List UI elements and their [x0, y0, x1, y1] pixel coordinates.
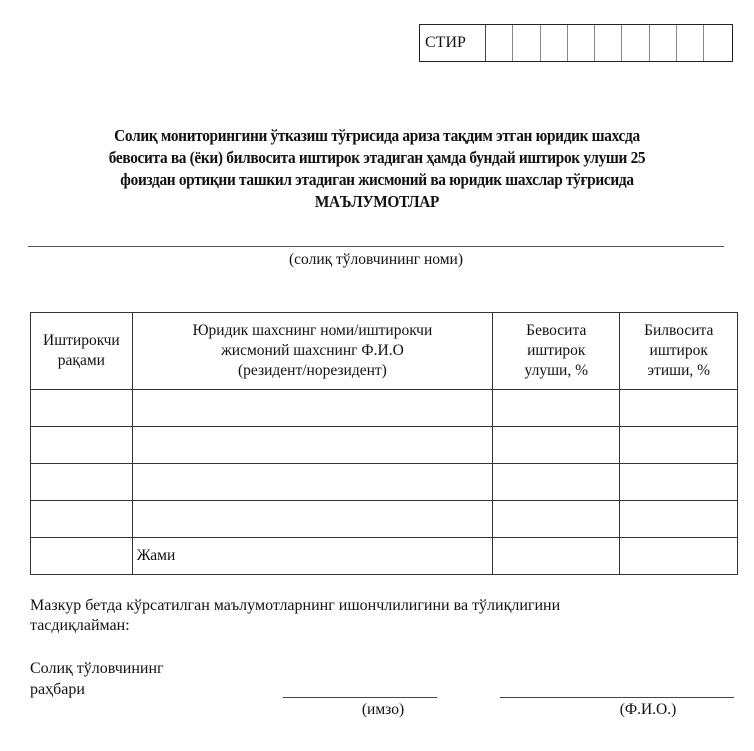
stir-digit-cell[interactable] — [595, 25, 622, 61]
stir-digit-cell[interactable] — [541, 25, 568, 61]
stir-field — [419, 24, 733, 62]
cell-entity-name[interactable] — [132, 390, 492, 427]
table-row — [31, 501, 738, 538]
cell-direct-share[interactable] — [493, 501, 620, 538]
stir-digit-cell[interactable] — [513, 25, 540, 61]
signer-label — [30, 658, 164, 700]
title-line: Солиқ мониторингини ўтказиш тўғрисида ариза тақдим этган юридик шахсда — [114, 126, 640, 145]
stir-digit-cell[interactable] — [622, 25, 649, 61]
taxpayer-name-field[interactable] — [28, 246, 724, 247]
cell-indirect-share[interactable] — [620, 427, 738, 464]
header-participant-number — [31, 313, 133, 390]
cell-participant-number[interactable] — [31, 501, 133, 538]
signature-caption: (имзо) — [361, 701, 405, 718]
cell-participant-number[interactable] — [31, 390, 133, 427]
document-title — [54, 125, 699, 213]
total-cell-participant-number — [31, 538, 133, 575]
stir-digit-cell[interactable] — [704, 25, 731, 61]
header-indirect-share — [620, 313, 738, 390]
cell-direct-share[interactable] — [493, 390, 620, 427]
header-text: Билвосита — [644, 322, 714, 339]
cell-entity-name[interactable] — [132, 501, 492, 538]
header-text: этиши, % — [647, 362, 711, 379]
taxpayer-name-caption: (солиқ тўловчининг номи) — [289, 251, 463, 268]
cell-participant-number[interactable] — [31, 427, 133, 464]
table-header-row — [31, 313, 738, 390]
header-text: Бевосита — [526, 322, 587, 339]
fio-caption: (Ф.И.О.) — [619, 701, 677, 718]
cell-entity-name[interactable] — [132, 464, 492, 501]
table-row — [31, 464, 738, 501]
cell-participant-number[interactable] — [31, 464, 133, 501]
title-heading: МАЪЛУМОТЛАР — [314, 192, 440, 211]
cell-direct-share[interactable] — [493, 464, 620, 501]
total-direct-share[interactable] — [493, 538, 620, 575]
total-label: Жами — [132, 538, 492, 575]
header-entity-name — [132, 313, 492, 390]
header-text: иштирок — [649, 342, 708, 359]
stir-digit-cell[interactable] — [568, 25, 595, 61]
confirmation-line: тасдиқлайман: — [30, 617, 130, 634]
title-line: бевосита ва (ёки) билвосита иштирок этадиган ҳамда бундай иштирок улуши 25 — [108, 148, 646, 167]
cell-entity-name[interactable] — [132, 427, 492, 464]
table-row — [31, 427, 738, 464]
stir-label: СТИР — [420, 25, 486, 61]
total-indirect-share[interactable] — [620, 538, 738, 575]
cell-direct-share[interactable] — [493, 427, 620, 464]
confirmation-statement — [30, 596, 690, 636]
participants-table — [30, 312, 738, 575]
signer-label-line: Солиқ тўловчининг — [30, 660, 164, 677]
stir-digit-cell[interactable] — [677, 25, 704, 61]
fio-field[interactable] — [500, 697, 734, 698]
header-text: иштирок — [527, 342, 586, 359]
cell-indirect-share[interactable] — [620, 390, 738, 427]
stir-digit-cell[interactable] — [486, 25, 513, 61]
signature-field[interactable] — [283, 697, 437, 698]
title-line: фоиздан ортиқни ташкил этадиган жисмоний ва юридик шахслар тўғрисида — [120, 170, 634, 189]
signer-label-line: раҳбари — [30, 681, 85, 698]
header-text: Иштирокчи — [43, 332, 120, 349]
header-text: Юридик шахснинг номи/иштирокчи — [192, 322, 433, 339]
header-text: улуши, % — [524, 362, 588, 379]
header-text: рақами — [57, 352, 105, 369]
table-total-row — [31, 538, 738, 575]
cell-indirect-share[interactable] — [620, 501, 738, 538]
stir-digit-cell[interactable] — [650, 25, 677, 61]
confirmation-line: Мазкур бетда кўрсатилган маълумотларнинг ишончлилигини ва тўлиқлигини — [30, 597, 561, 614]
cell-indirect-share[interactable] — [620, 464, 738, 501]
header-text: жисмоний шахснинг Ф.И.О — [221, 342, 404, 359]
header-text: (резидент/норезидент) — [238, 362, 387, 379]
table-row — [31, 390, 738, 427]
header-direct-share — [493, 313, 620, 390]
